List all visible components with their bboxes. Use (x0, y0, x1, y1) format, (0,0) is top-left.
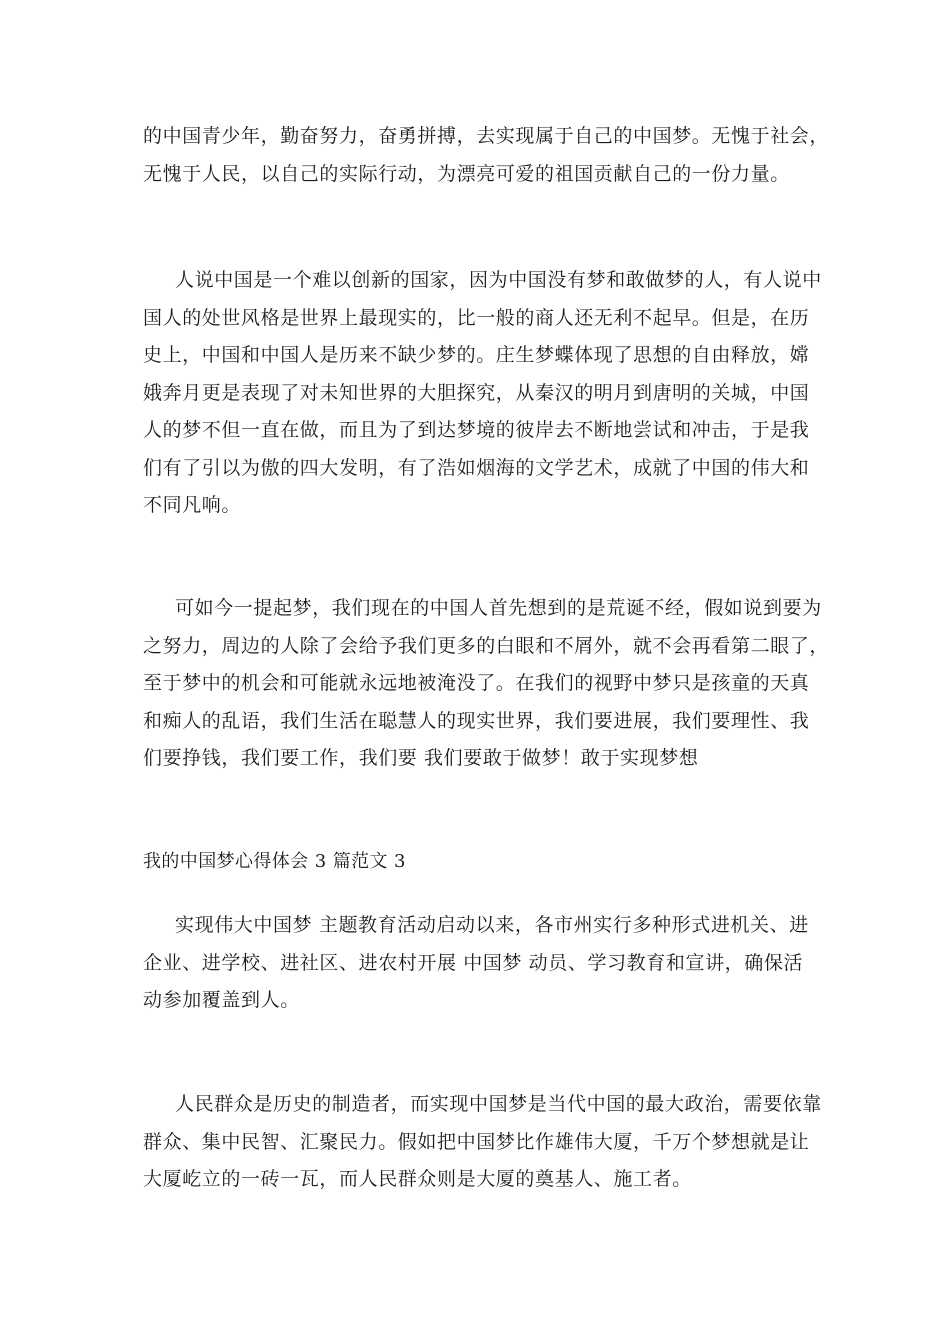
text-line: 和痴人的乱语，我们生活在聪慧人的现实世界，我们要进展，我们要理性、我 (143, 709, 810, 732)
text-line: 的中国青少年，勤奋努力，奋勇拼搏，去实现属于自己的中国梦。无愧于社会， (143, 125, 830, 147)
text-line: 之努力，周边的人除了会给予我们更多的白眼和不屑外，就不会再看第二眼了， (143, 634, 830, 657)
text-line: 大厦屹立的一砖一瓦，而人民群众则是大厦的奠基人、施工者。 (143, 1168, 692, 1190)
paragraph-dare-to-dream (143, 590, 830, 778)
text-line: 实现伟大中国梦 主题教育活动启动以来，各市州实行多种形式进机关、进 (175, 914, 809, 936)
text-line: 企业、进学校、进社区、进农村开展 中国梦 动员、学习教育和宣讲，确保活 (143, 951, 804, 974)
text-line: 们要挣钱，我们要工作，我们要 我们要敢于做梦！敢于实现梦想 (143, 747, 699, 769)
text-line: 动参加覆盖到人。 (143, 989, 300, 1011)
text-line: 至于梦中的机会和可能就永远地被淹没了。在我们的视野中梦只是孩童的天真 (143, 672, 810, 694)
text-line: 无愧于人民，以自己的实际行动，为漂亮可爱的祖国贡献自己的一份力量。 (143, 162, 790, 185)
paragraph-chinese-dream-history (143, 262, 822, 525)
paragraph-people-masses (143, 1086, 822, 1199)
paragraph-continuation (143, 118, 830, 193)
text-line: 娥奔月更是表现了对未知世界的大胆探究，从秦汉的明月到唐明的关城，中国 (143, 381, 810, 404)
text-line: 可如今一提起梦，我们现在的中国人首先想到的是荒诞不经，假如说到要为 (175, 597, 822, 619)
text-line: 国人的处世风格是世界上最现实的，比一般的商人还无利不起早。但是，在历 (143, 306, 810, 329)
section-heading: 我的中国梦心得体会 3 篇范文 3 (143, 851, 406, 872)
paragraph-education-campaign (143, 907, 813, 1020)
text-line: 人说中国是一个难以创新的国家，因为中国没有梦和敢做梦的人，有人说中 (175, 269, 822, 291)
text-line: 人民群众是历史的制造者，而实现中国梦是当代中国的最大政治，需要依靠 (175, 1093, 822, 1115)
text-line: 们有了引以为傲的四大发明，有了浩如烟海的文学艺术，成就了中国的伟大和 (143, 456, 810, 479)
text-line: 史上，中国和中国人是历来不缺少梦的。庄生梦蝶体现了思想的自由释放，嫦 (143, 344, 810, 366)
text-line: 人的梦不但一直在做，而且为了到达梦境的彼岸去不断地尝试和冲击，于是我 (143, 419, 810, 441)
text-line: 群众、集中民智、汇聚民力。假如把中国梦比作雄伟大厦，千万个梦想就是让 (143, 1130, 810, 1153)
text-line: 不同凡响。 (143, 494, 242, 516)
